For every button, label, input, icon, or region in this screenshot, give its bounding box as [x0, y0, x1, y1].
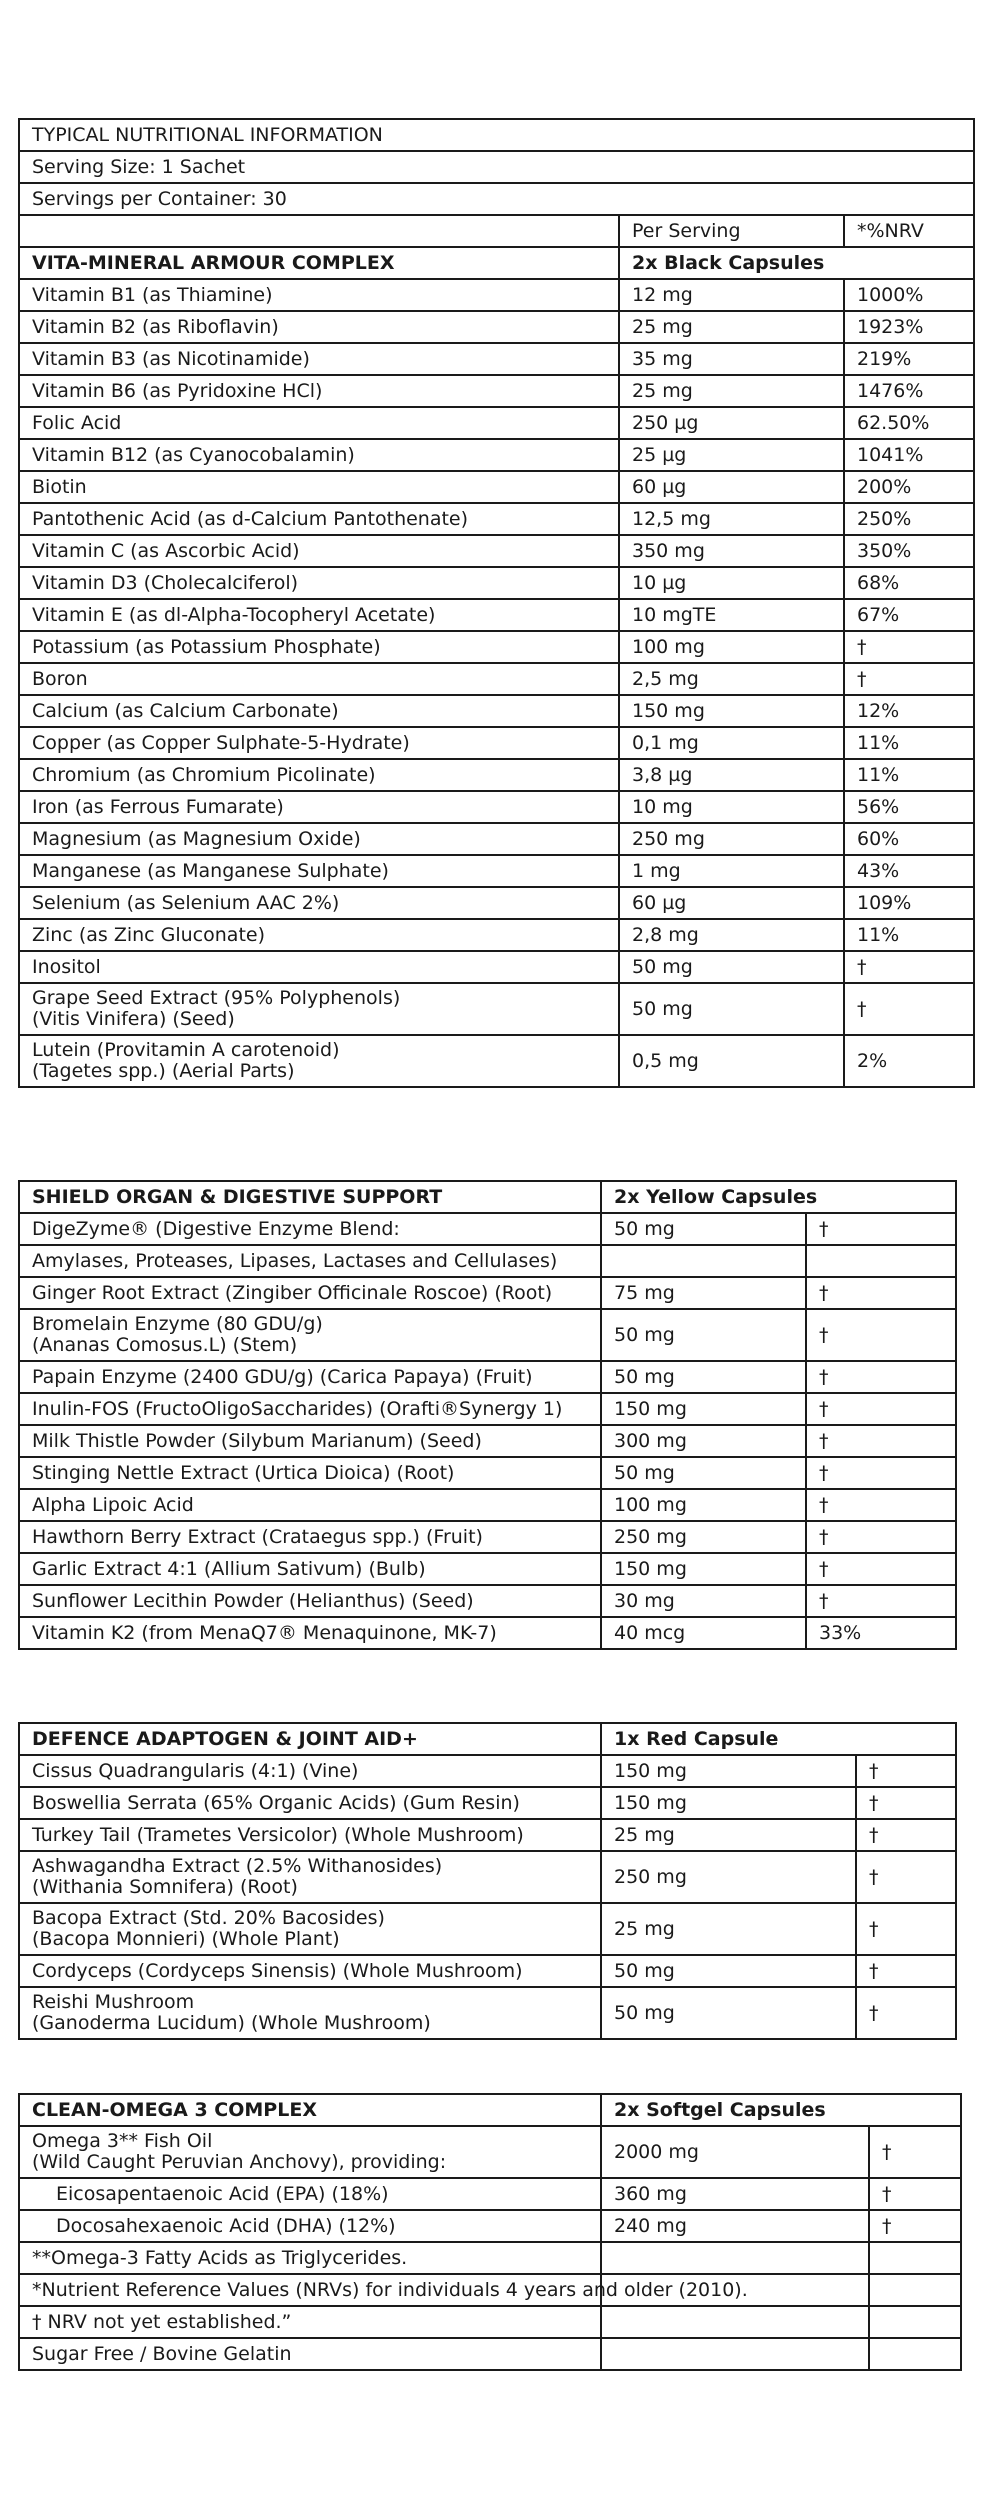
amount-per-serving: 240 mg — [601, 2210, 869, 2242]
table-row — [19, 471, 974, 503]
table-row — [19, 855, 974, 887]
ingredient-name-line: Vitamin B6 (as Pyridoxine HCl) — [32, 379, 323, 402]
ingredient-name-line: Bromelain Enzyme (80 GDU/g) — [32, 1313, 323, 1335]
nrv-percent: † — [806, 1457, 956, 1489]
ingredient-name — [19, 695, 619, 727]
ingredient-name — [19, 1787, 601, 1819]
table-row — [19, 695, 974, 727]
table-row — [19, 407, 974, 439]
ingredient-name — [19, 1245, 601, 1277]
ingredient-name — [19, 471, 619, 503]
nrv-percent — [806, 1245, 956, 1277]
table-row — [19, 759, 974, 791]
ingredient-name — [19, 791, 619, 823]
ingredient-name — [19, 407, 619, 439]
ingredient-name-line: Papain Enzyme (2400 GDU/g) (Carica Papaya) (Fruit) — [32, 1365, 533, 1388]
defence-adaptogen-tbody — [19, 1723, 956, 1755]
nrv-percent: † — [856, 1955, 956, 1987]
amount-per-serving — [601, 2306, 869, 2338]
nrv-percent: † — [844, 983, 974, 1035]
ingredient-name — [19, 919, 619, 951]
ingredient-name-line-2: (Tagetes spp.) (Aerial Parts) — [32, 1060, 295, 1082]
ingredient-name — [19, 1955, 601, 1987]
amount-per-serving: 50 mg — [601, 1213, 806, 1245]
nrv-percent: 1923% — [844, 311, 974, 343]
ingredient-name-line: Potassium (as Potassium Phosphate) — [32, 635, 381, 658]
ingredient-name — [19, 1585, 601, 1617]
ingredient-name — [19, 1819, 601, 1851]
amount-per-serving: 360 mg — [601, 2178, 869, 2210]
nrv-percent — [869, 2242, 961, 2274]
nrv-percent: † — [806, 1361, 956, 1393]
table-row — [19, 2242, 961, 2274]
nrv-percent: 68% — [844, 567, 974, 599]
table-row — [19, 1851, 956, 1903]
ingredient-name-line: Milk Thistle Powder (Silybum Marianum) (Seed) — [32, 1429, 482, 1452]
ingredient-name — [19, 311, 619, 343]
ingredient-name-line: Ashwagandha Extract (2.5% Withanosides) — [32, 1855, 443, 1877]
nrv-percent: † — [869, 2210, 961, 2242]
ingredient-name — [19, 2242, 601, 2274]
nrv-percent: 11% — [844, 727, 974, 759]
ingredient-name-line: Inositol — [32, 955, 101, 978]
ingredient-name — [19, 1277, 601, 1309]
table-row — [19, 2210, 961, 2242]
ingredient-name-line: *Nutrient Reference Values (NRVs) for individuals 4 years and older (2010). — [32, 2278, 748, 2301]
amount-per-serving — [601, 2242, 869, 2274]
shield-organ-rows — [19, 1213, 956, 1649]
amount-per-serving: 2000 mg — [601, 2126, 869, 2178]
nrv-percent: † — [806, 1489, 956, 1521]
ingredient-name-line: Biotin — [32, 475, 87, 498]
amount-per-serving: 25 mg — [601, 1903, 856, 1955]
ingredient-name-line: Stinging Nettle Extract (Urtica Dioica) (Root) — [32, 1461, 455, 1484]
ingredient-name — [19, 2274, 748, 2306]
ingredient-name-line: Vitamin D3 (Cholecalciferol) — [32, 571, 299, 594]
table-row — [19, 2306, 961, 2338]
amount-per-serving: 0,1 mg — [619, 727, 844, 759]
table-row — [19, 1457, 956, 1489]
table-row — [19, 1489, 956, 1521]
ingredient-name — [19, 1213, 601, 1245]
ingredient-name — [19, 727, 619, 759]
amount-per-serving: 150 mg — [601, 1553, 806, 1585]
table-row — [19, 1035, 974, 1087]
amount-per-serving: 30 mg — [601, 1585, 806, 1617]
ingredient-name-line: Turkey Tail (Trametes Versicolor) (Whole Mushroom) — [32, 1823, 524, 1846]
ingredient-name-line: Vitamin B12 (as Cyanocobalamin) — [32, 443, 355, 466]
table-row — [19, 1553, 956, 1585]
amount-per-serving: 75 mg — [601, 1277, 806, 1309]
ingredient-name-line: Sugar Free / Bovine Gelatin — [32, 2342, 292, 2365]
nrv-percent: † — [856, 1903, 956, 1955]
amount-per-serving: 250 mg — [601, 1851, 856, 1903]
ingredient-name-line: Chromium (as Chromium Picolinate) — [32, 763, 376, 786]
ingredient-name — [19, 2306, 601, 2338]
vita-mineral-rows — [19, 279, 974, 1087]
ingredient-name — [19, 1851, 601, 1903]
table-row — [19, 631, 974, 663]
ingredient-name — [19, 855, 619, 887]
clean-omega-table — [18, 2093, 962, 2371]
nrv-percent: † — [844, 951, 974, 983]
table-row — [19, 1819, 956, 1851]
ingredient-name — [19, 759, 619, 791]
amount-per-serving: 3,8 µg — [619, 759, 844, 791]
nrv-percent: 62.50% — [844, 407, 974, 439]
table-row — [19, 279, 974, 311]
ingredient-name — [19, 887, 619, 919]
ingredient-name-line: Folic Acid — [32, 411, 122, 434]
nrv-header: *%NRV — [844, 215, 974, 247]
amount-per-serving: 25 mg — [619, 311, 844, 343]
nrv-percent: † — [806, 1309, 956, 1361]
amount-per-serving: 10 mg — [619, 791, 844, 823]
section-title: SHIELD ORGAN & DIGESTIVE SUPPORT — [19, 1181, 601, 1213]
ingredient-name-line: Vitamin K2 (from MenaQ7® Menaquinone, MK-7) — [32, 1621, 497, 1644]
table-row — [19, 1277, 956, 1309]
ingredient-name — [19, 1425, 601, 1457]
table-row — [19, 567, 974, 599]
amount-per-serving: 0,5 mg — [619, 1035, 844, 1087]
nrv-percent: † — [806, 1393, 956, 1425]
ingredient-name — [19, 439, 619, 471]
ingredient-name-line: Cordyceps (Cordyceps Sinensis) (Whole Mushroom) — [32, 1959, 523, 1982]
ingredient-name — [19, 983, 619, 1035]
clean-omega-rows — [19, 2126, 961, 2370]
ingredient-name — [19, 631, 619, 663]
amount-per-serving: 50 mg — [601, 1987, 856, 2039]
table-row — [19, 311, 974, 343]
nrv-percent: 350% — [844, 535, 974, 567]
ingredient-name-line: Boswellia Serrata (65% Organic Acids) (Gum Resin) — [32, 1791, 520, 1814]
header-row — [19, 119, 974, 151]
ingredient-name — [19, 1903, 601, 1955]
ingredient-name — [19, 1553, 601, 1585]
ingredient-name — [19, 2338, 601, 2370]
ingredient-name — [19, 375, 619, 407]
table-row — [19, 2178, 961, 2210]
table-row — [19, 1245, 956, 1277]
table-row — [19, 1393, 956, 1425]
table-row — [19, 791, 974, 823]
table-row — [19, 439, 974, 471]
nrv-percent: † — [856, 1755, 956, 1787]
ingredient-name-line: Hawthorn Berry Extract (Crataegus spp.) (Fruit) — [32, 1525, 483, 1548]
table-row — [19, 727, 974, 759]
ingredient-name-line-2: (Withania Somnifera) (Root) — [32, 1876, 298, 1898]
section-header-row — [19, 247, 974, 279]
serving-size: Serving Size: 1 Sachet — [19, 151, 974, 183]
ingredient-name-line: Docosahexaenoic Acid (DHA) (12%) — [56, 2214, 396, 2237]
nrv-percent: 33% — [806, 1617, 956, 1649]
ingredient-name — [19, 663, 619, 695]
ingredient-name — [19, 503, 619, 535]
section-title: VITA-MINERAL ARMOUR COMPLEX — [19, 247, 619, 279]
table-row — [19, 983, 974, 1035]
nrv-percent — [869, 2306, 961, 2338]
ingredient-name — [19, 1521, 601, 1553]
section-header-row — [19, 1723, 956, 1755]
ingredient-name — [19, 1987, 601, 2039]
nrv-percent: † — [869, 2126, 961, 2178]
nrv-percent: † — [806, 1585, 956, 1617]
table-row — [19, 1521, 956, 1553]
vita-mineral-tbody — [19, 119, 974, 279]
amount-per-serving: 40 mcg — [601, 1617, 806, 1649]
table-row — [19, 599, 974, 631]
amount-per-serving: 250 mg — [601, 1521, 806, 1553]
ingredient-name-line: Cissus Quadrangularis (4:1) (Vine) — [32, 1759, 359, 1782]
amount-per-serving: 1 mg — [619, 855, 844, 887]
section-unit: 1x Red Capsule — [601, 1723, 956, 1755]
ingredient-name — [19, 1393, 601, 1425]
table-row — [19, 2126, 961, 2178]
ingredient-name — [19, 1361, 601, 1393]
amount-per-serving: 250 µg — [619, 407, 844, 439]
amount-per-serving: 25 mg — [619, 375, 844, 407]
ingredient-name-line: Zinc (as Zinc Gluconate) — [32, 923, 265, 946]
table-row — [19, 951, 974, 983]
table-row — [19, 1787, 956, 1819]
ingredient-name-line-2: (Wild Caught Peruvian Anchovy), providing: — [32, 2151, 447, 2173]
table-row — [19, 1213, 956, 1245]
servings-per-container: Servings per Container: 30 — [19, 183, 974, 215]
nrv-percent: 200% — [844, 471, 974, 503]
table-row — [19, 823, 974, 855]
nrv-percent: 2% — [844, 1035, 974, 1087]
amount-per-serving: 300 mg — [601, 1425, 806, 1457]
section-title: DEFENCE ADAPTOGEN & JOINT AID+ — [19, 1723, 601, 1755]
ingredient-name-line: Ginger Root Extract (Zingiber Officinale Roscoe) (Root) — [32, 1281, 553, 1304]
ingredient-name-line: Vitamin C (as Ascorbic Acid) — [32, 539, 300, 562]
defence-adaptogen-table — [18, 1722, 957, 2040]
amount-per-serving: 150 mg — [601, 1393, 806, 1425]
nrv-percent: 12% — [844, 695, 974, 727]
section-header-row — [19, 1181, 956, 1213]
amount-per-serving: 35 mg — [619, 343, 844, 375]
nrv-percent: † — [856, 1851, 956, 1903]
nrv-percent: 1041% — [844, 439, 974, 471]
amount-per-serving: 25 µg — [619, 439, 844, 471]
amount-per-serving: 25 mg — [601, 1819, 856, 1851]
nrv-percent: 219% — [844, 343, 974, 375]
column-header-row — [19, 215, 974, 247]
ingredient-name — [19, 1755, 601, 1787]
ingredient-name — [19, 951, 619, 983]
amount-per-serving: 100 mg — [619, 631, 844, 663]
ingredient-name — [19, 535, 619, 567]
nrv-percent: † — [856, 1819, 956, 1851]
table-row — [19, 1617, 956, 1649]
ingredient-name-line: Calcium (as Calcium Carbonate) — [32, 699, 339, 722]
ingredient-name — [19, 1457, 601, 1489]
amount-per-serving: 150 mg — [619, 695, 844, 727]
amount-per-serving: 150 mg — [601, 1787, 856, 1819]
ingredient-name-line: Garlic Extract 4:1 (Allium Sativum) (Bulb) — [32, 1557, 426, 1580]
amount-per-serving: 50 mg — [601, 1361, 806, 1393]
nutrition-info-title: TYPICAL NUTRITIONAL INFORMATION — [19, 119, 974, 151]
nrv-percent: 67% — [844, 599, 974, 631]
ingredient-name-line: Pantothenic Acid (as d-Calcium Pantothenate) — [32, 507, 469, 530]
amount-per-serving: 50 mg — [601, 1457, 806, 1489]
ingredient-name — [19, 2210, 601, 2242]
ingredient-name — [19, 2178, 601, 2210]
nrv-percent: † — [869, 2178, 961, 2210]
nrv-percent: 43% — [844, 855, 974, 887]
vita-mineral-table — [18, 118, 975, 1088]
ingredient-name-line: Grape Seed Extract (95% Polyphenols) — [32, 987, 401, 1009]
shield-organ-table — [18, 1180, 957, 1650]
table-row — [19, 1903, 956, 1955]
ingredient-name — [19, 823, 619, 855]
ingredient-name — [19, 2126, 601, 2178]
ingredient-name-line: Copper (as Copper Sulphate-5-Hydrate) — [32, 731, 410, 754]
ingredient-name-line: † NRV not yet established.” — [32, 2310, 292, 2333]
empty-header-cell — [19, 215, 619, 247]
nrv-percent — [869, 2274, 961, 2306]
nrv-percent: 1476% — [844, 375, 974, 407]
ingredient-name-line-2: (Bacopa Monnieri) (Whole Plant) — [32, 1928, 340, 1950]
ingredient-name-line: Iron (as Ferrous Fumarate) — [32, 795, 284, 818]
nrv-percent: † — [806, 1213, 956, 1245]
ingredient-name — [19, 1035, 619, 1087]
defence-adaptogen-rows — [19, 1755, 956, 2039]
table-row — [19, 1955, 956, 1987]
ingredient-name-line: Vitamin E (as dl-Alpha-Tocopheryl Acetate) — [32, 603, 436, 626]
nrv-percent: † — [806, 1521, 956, 1553]
amount-per-serving: 12 mg — [619, 279, 844, 311]
nrv-percent: † — [856, 1787, 956, 1819]
ingredient-name-line: Bacopa Extract (Std. 20% Bacosides) — [32, 1907, 385, 1929]
ingredient-name-line: Vitamin B3 (as Nicotinamide) — [32, 347, 310, 370]
amount-per-serving: 60 µg — [619, 887, 844, 919]
nrv-percent: 56% — [844, 791, 974, 823]
ingredient-name — [19, 599, 619, 631]
amount-per-serving: 50 mg — [601, 1309, 806, 1361]
nrv-percent — [869, 2338, 961, 2370]
amount-per-serving: 250 mg — [619, 823, 844, 855]
ingredient-name — [19, 1309, 601, 1361]
ingredient-name-line-2: (Vitis Vinifera) (Seed) — [32, 1008, 235, 1030]
table-row — [19, 1755, 956, 1787]
amount-per-serving: 2,5 mg — [619, 663, 844, 695]
amount-per-serving: 150 mg — [601, 1755, 856, 1787]
amount-per-serving: 100 mg — [601, 1489, 806, 1521]
amount-per-serving: 60 µg — [619, 471, 844, 503]
nrv-percent: † — [844, 631, 974, 663]
amount-per-serving: 2,8 mg — [619, 919, 844, 951]
section-unit: 2x Black Capsules — [619, 247, 974, 279]
ingredient-name-line: Selenium (as Selenium AAC 2%) — [32, 891, 340, 914]
table-row — [19, 2274, 961, 2306]
table-row — [19, 1585, 956, 1617]
nrv-percent: 109% — [844, 887, 974, 919]
ingredient-name-line: Lutein (Provitamin A carotenoid) — [32, 1039, 340, 1061]
per-serving-header: Per Serving — [619, 215, 844, 247]
nrv-percent: 1000% — [844, 279, 974, 311]
section-unit: 2x Softgel Capsules — [601, 2094, 961, 2126]
shield-organ-tbody — [19, 1181, 956, 1213]
header-row — [19, 151, 974, 183]
nrv-percent: † — [806, 1277, 956, 1309]
ingredient-name-line: Sunflower Lecithin Powder (Helianthus) (Seed) — [32, 1589, 474, 1612]
nrv-percent: † — [806, 1425, 956, 1457]
table-row — [19, 1309, 956, 1361]
section-title: CLEAN-OMEGA 3 COMPLEX — [19, 2094, 601, 2126]
amount-per-serving — [601, 2338, 869, 2370]
amount-per-serving: 50 mg — [619, 983, 844, 1035]
table-row — [19, 375, 974, 407]
amount-per-serving: 12,5 mg — [619, 503, 844, 535]
ingredient-name-line: Magnesium (as Magnesium Oxide) — [32, 827, 361, 850]
ingredient-name — [19, 1617, 601, 1649]
ingredient-name-line: **Omega-3 Fatty Acids as Triglycerides. — [32, 2246, 408, 2269]
ingredient-name-line: Omega 3** Fish Oil — [32, 2130, 213, 2152]
ingredient-name-line: Eicosapentaenoic Acid (EPA) (18%) — [56, 2182, 389, 2205]
header-row — [19, 183, 974, 215]
amount-per-serving — [601, 1245, 806, 1277]
ingredient-name — [19, 279, 619, 311]
ingredient-name-line: Inulin-FOS (FructoOligoSaccharides) (Orafti®Synergy 1) — [32, 1397, 563, 1420]
table-row — [19, 1361, 956, 1393]
table-row — [19, 1425, 956, 1457]
amount-per-serving: 50 mg — [601, 1955, 856, 1987]
ingredient-name-line: Alpha Lipoic Acid — [32, 1493, 194, 1516]
amount-per-serving: 350 mg — [619, 535, 844, 567]
ingredient-name-line-2: (Ananas Comosus.L) (Stem) — [32, 1334, 298, 1356]
nrv-percent: 60% — [844, 823, 974, 855]
ingredient-name — [19, 1489, 601, 1521]
table-row — [19, 2338, 961, 2370]
table-row — [19, 887, 974, 919]
amount-per-serving: 50 mg — [619, 951, 844, 983]
ingredient-name-line: Manganese (as Manganese Sulphate) — [32, 859, 389, 882]
ingredient-name-line: Amylases, Proteases, Lipases, Lactases and Cellulases) — [32, 1249, 558, 1272]
section-unit: 2x Yellow Capsules — [601, 1181, 956, 1213]
nrv-percent: 11% — [844, 759, 974, 791]
amount-per-serving: 10 µg — [619, 567, 844, 599]
nrv-percent: † — [844, 663, 974, 695]
ingredient-name-line: Reishi Mushroom — [32, 1991, 195, 2013]
nrv-percent: 250% — [844, 503, 974, 535]
ingredient-name-line: Vitamin B1 (as Thiamine) — [32, 283, 273, 306]
ingredient-name — [19, 343, 619, 375]
table-row — [19, 919, 974, 951]
amount-per-serving: 10 mgTE — [619, 599, 844, 631]
ingredient-name-line-2: (Ganoderma Lucidum) (Whole Mushroom) — [32, 2012, 431, 2034]
ingredient-name-line: Boron — [32, 667, 88, 690]
nrv-percent: † — [856, 1987, 956, 2039]
table-row — [19, 343, 974, 375]
table-row — [19, 503, 974, 535]
ingredient-name-line: Vitamin B2 (as Riboflavin) — [32, 315, 279, 338]
ingredient-name — [19, 567, 619, 599]
section-header-row — [19, 2094, 961, 2126]
table-row — [19, 663, 974, 695]
clean-omega-tbody — [19, 2094, 961, 2126]
nrv-percent: 11% — [844, 919, 974, 951]
table-row — [19, 535, 974, 567]
ingredient-name-line: DigeZyme® (Digestive Enzyme Blend: — [32, 1217, 400, 1240]
nrv-percent: † — [806, 1553, 956, 1585]
table-row — [19, 1987, 956, 2039]
